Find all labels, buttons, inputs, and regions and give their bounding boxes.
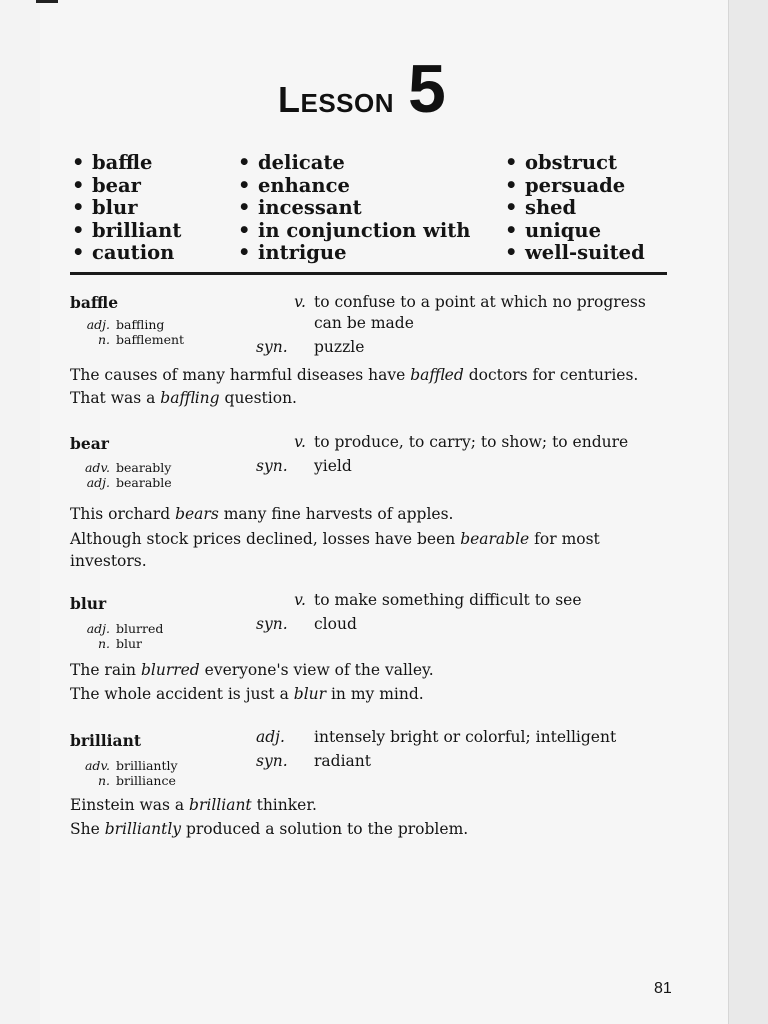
example-sentence: This orchard bears many fine harvests of apples. bbox=[70, 505, 454, 523]
word-list-item: • caution bbox=[72, 242, 181, 265]
definition-block bbox=[256, 727, 670, 772]
part-of-speech: v. bbox=[294, 433, 306, 451]
derived-forms bbox=[70, 460, 172, 490]
lesson-word bbox=[278, 79, 395, 120]
word-list-item: • incessant bbox=[238, 197, 470, 220]
synonym: puzzle bbox=[314, 338, 365, 356]
derived-form: adj. baffling bbox=[86, 317, 165, 332]
word-list-column-1 bbox=[72, 152, 181, 265]
word-list-column-3 bbox=[505, 152, 645, 265]
derived-forms bbox=[70, 317, 184, 347]
definition: intensely bright or colorful; intelligent bbox=[314, 728, 617, 746]
word-list-item: • shed bbox=[505, 197, 645, 220]
example-sentence: That was a baffling question. bbox=[70, 389, 297, 407]
word-list-item: • brilliant bbox=[72, 220, 181, 243]
part-of-speech: v. bbox=[294, 591, 306, 609]
example-sentence: She brilliantly produced a solution to the problem. bbox=[70, 820, 469, 838]
headword: brilliant bbox=[70, 731, 142, 750]
derived-form: n. brilliance bbox=[97, 773, 176, 788]
headword: blur bbox=[70, 594, 107, 613]
example-sentences bbox=[70, 503, 670, 572]
derived-form: n. bafflement bbox=[97, 332, 185, 347]
word-list-item: • unique bbox=[505, 220, 645, 243]
definition: to make something difficult to see bbox=[314, 591, 582, 609]
definition-block bbox=[256, 292, 670, 358]
page-number: 81 bbox=[654, 980, 672, 997]
word-list-item: • enhance bbox=[238, 175, 470, 198]
word-list-item: • blur bbox=[72, 197, 181, 220]
lesson-word-initial: L bbox=[278, 79, 301, 120]
part-of-speech: v. bbox=[294, 293, 306, 311]
example-sentences bbox=[70, 364, 670, 410]
word-list-item: • well-suited bbox=[505, 242, 645, 265]
derived-form: n. blur bbox=[97, 636, 143, 651]
example-sentence: Einstein was a brilliant thinker. bbox=[70, 796, 317, 814]
example-sentences bbox=[70, 659, 670, 706]
page-edge bbox=[728, 0, 768, 1024]
word-list-item: • intrigue bbox=[238, 242, 470, 265]
synonym: radiant bbox=[314, 752, 371, 770]
synonym-label: syn. bbox=[256, 615, 288, 633]
derived-form: adv. brilliantly bbox=[84, 758, 178, 773]
lesson-number: 5 bbox=[408, 50, 446, 127]
word-list-item: • in conjunction with bbox=[238, 220, 470, 243]
example-sentence: The causes of many harmful diseases have baffled doctors for centuries. bbox=[70, 366, 639, 384]
word-list-item: • persuade bbox=[505, 175, 645, 198]
lesson-word-rest: ESSON bbox=[300, 88, 395, 118]
example-sentence: The whole accident is just a blur in my mind. bbox=[70, 685, 424, 703]
definition-block bbox=[256, 432, 670, 477]
example-sentences bbox=[70, 794, 670, 841]
scan-mark bbox=[36, 0, 58, 3]
definition: to confuse to a point at which no progress can be made bbox=[314, 293, 646, 332]
example-sentence: The rain blurred everyone's view of the valley. bbox=[70, 661, 434, 679]
synonym: yield bbox=[314, 457, 352, 475]
part-of-speech: adj. bbox=[256, 728, 285, 746]
derived-form: adv. bearably bbox=[84, 460, 172, 475]
definition-block bbox=[256, 590, 670, 635]
word-list-item: • delicate bbox=[238, 152, 470, 175]
synonym: cloud bbox=[314, 615, 357, 633]
headword: bear bbox=[70, 434, 109, 453]
headword: baffle bbox=[70, 293, 119, 312]
synonym-label: syn. bbox=[256, 338, 288, 356]
derived-forms bbox=[70, 758, 178, 788]
word-list-item: • obstruct bbox=[505, 152, 645, 175]
word-list-item: • bear bbox=[72, 175, 181, 198]
definition: to produce, to carry; to show; to endure bbox=[314, 433, 629, 451]
derived-forms bbox=[70, 621, 163, 651]
word-list-column-2 bbox=[238, 152, 470, 265]
divider-rule bbox=[70, 272, 667, 275]
synonym-label: syn. bbox=[256, 752, 288, 770]
example-sentence: Although stock prices declined, losses have been bearable for most investors. bbox=[70, 530, 600, 570]
derived-form: adj. blurred bbox=[86, 621, 164, 636]
lesson-title bbox=[278, 50, 446, 127]
synonym-label: syn. bbox=[256, 457, 288, 475]
derived-form: adj. bearable bbox=[86, 475, 172, 490]
word-list-item: • baffle bbox=[72, 152, 181, 175]
